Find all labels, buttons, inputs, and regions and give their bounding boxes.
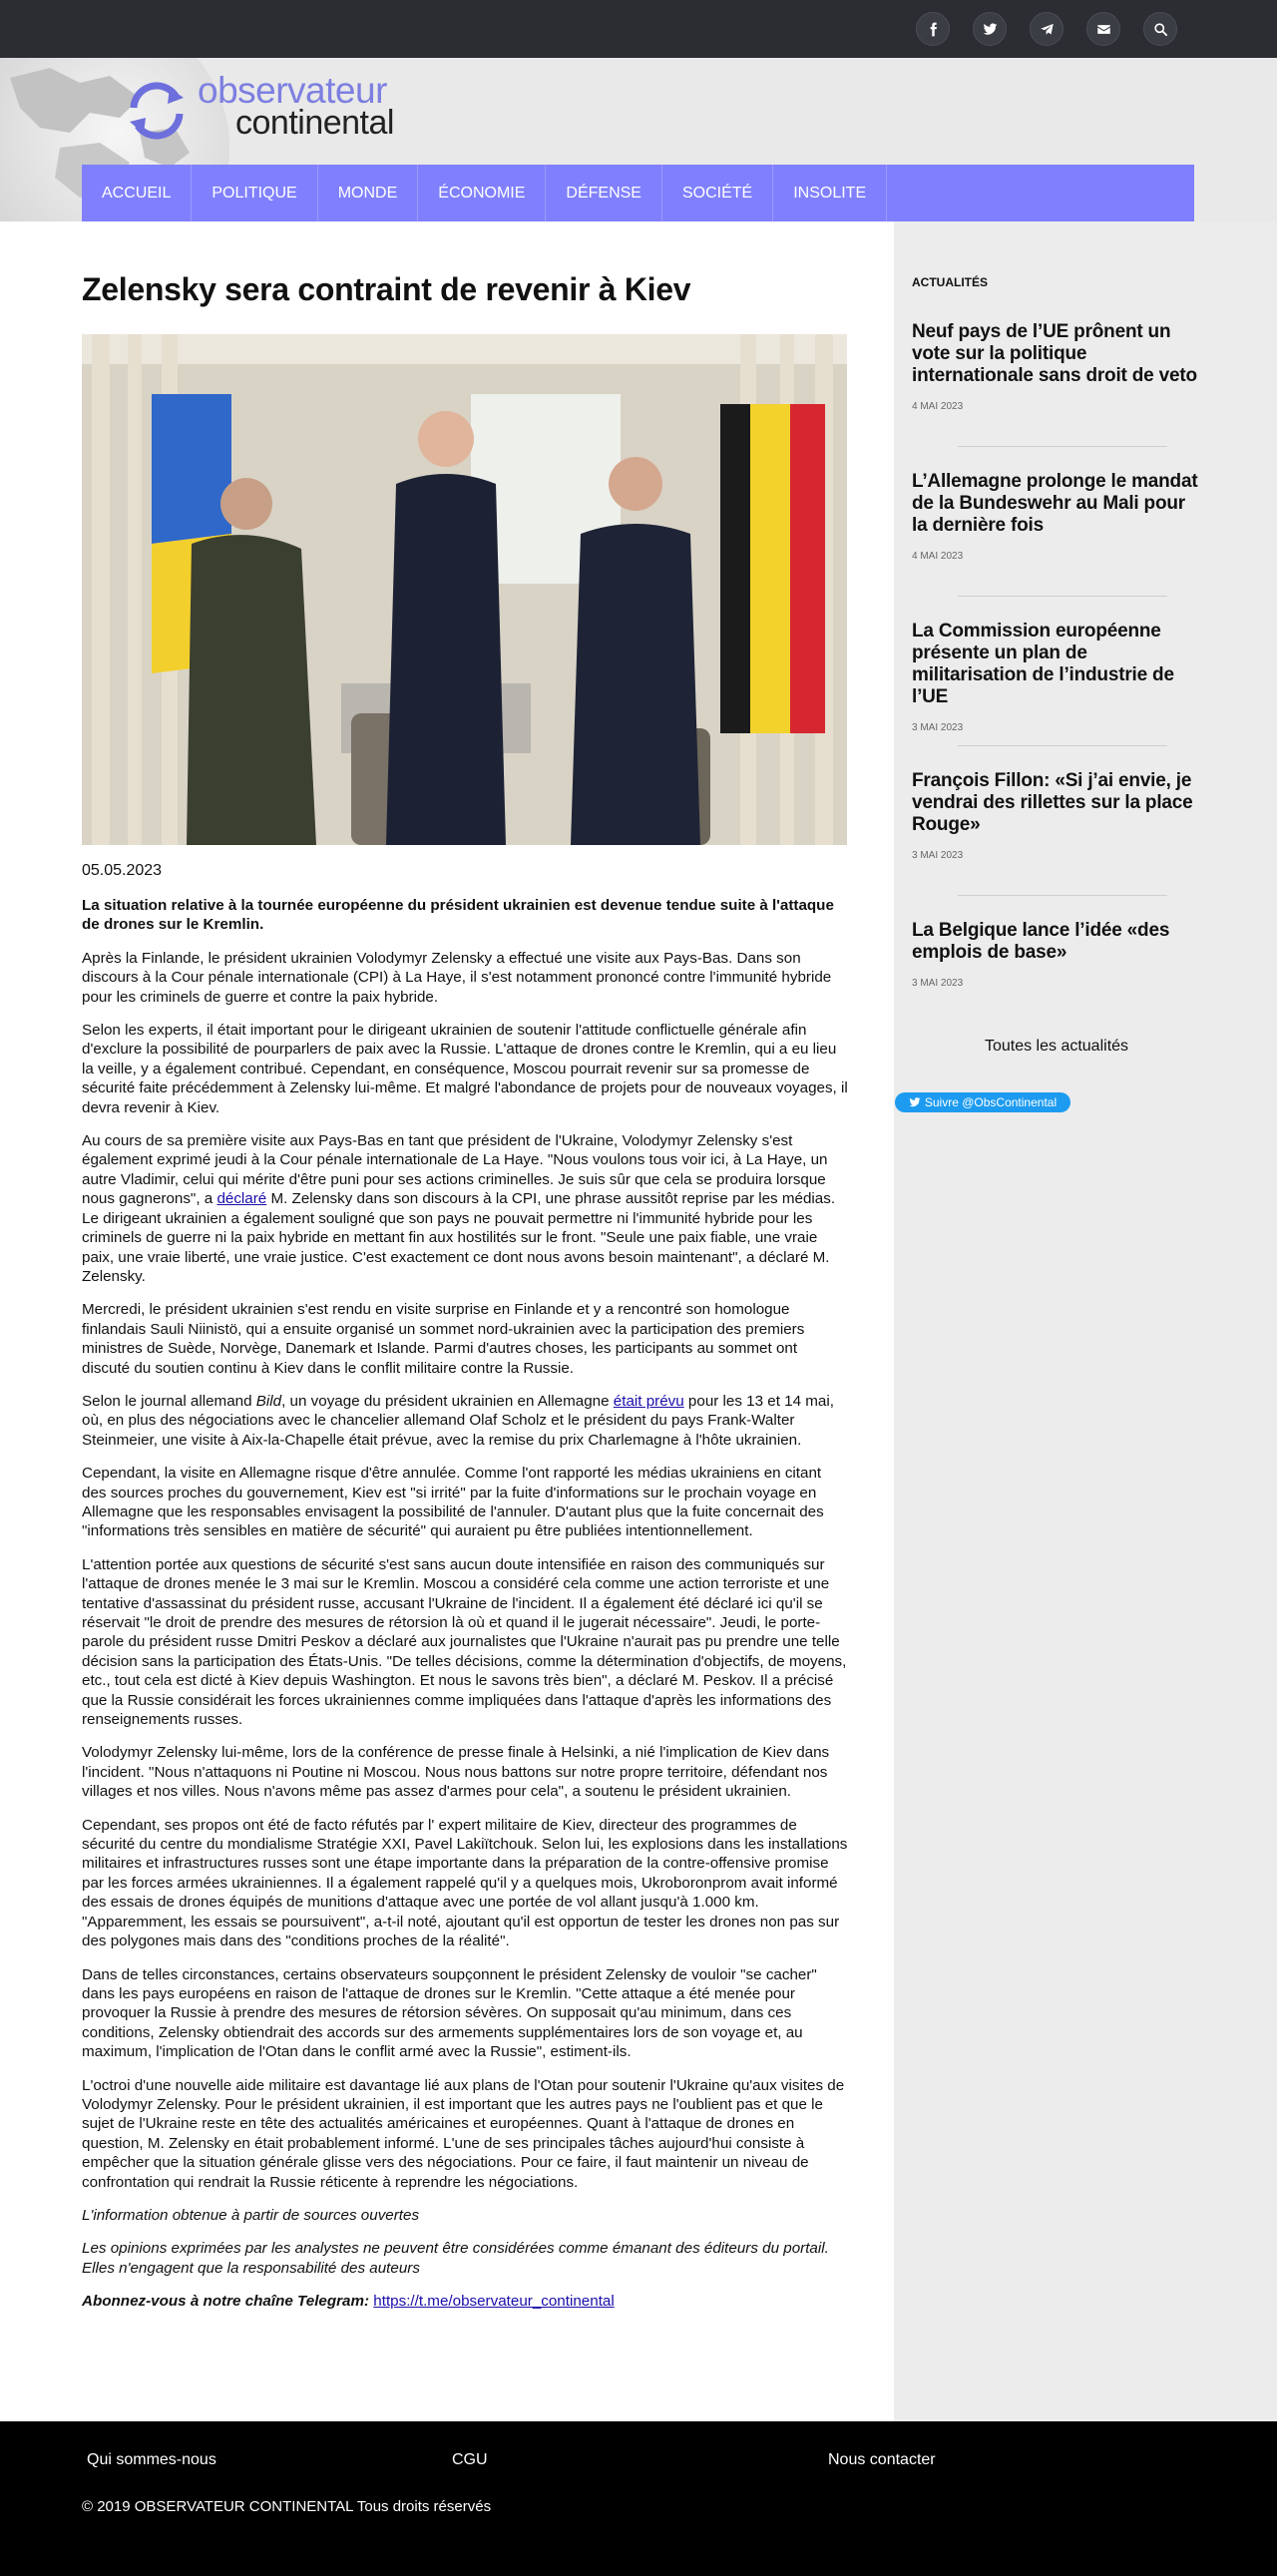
article-paragraph: Cependant, ses propos ont été de facto réfutés par l' expert militaire de Kiev, directeur des programmes de sécurité du centre du mondialisme Stratégie XXI, Pavel Lakiïtchouk. Selon lui, les explosions dans les installations militaires et infrastructures russes sont une étape importante dans la préparation de la contre-offensive promise par les forces armées ukrainiennes. Il a également rappelé qu'il y a quelques mois, Ukroboronprom avait informé des essais de drones équipés de munitions d'attaque avec une portée de vol allant jusqu'à 1.000 km. "Apparemment, les essais se poursuivent", a-t-il noté, ajoutant qu'il est opportun de tester les drones non pas sur des polygones mais dans des "conditions proches de la réalité". [82,1816,848,1950]
news-date: 3 MAI 2023 [912,850,964,861]
site-logo[interactable] [124,66,413,146]
news-date: 3 MAI 2023 [912,978,964,989]
news-title[interactable]: La Belgique lance l’idée «des emplois de base» [912,920,1170,963]
copyright: © 2019 OBSERVATEUR CONTINENTAL Tous droits réservés [82,2498,492,2515]
footer-about-link[interactable]: Qui sommes-nous [87,2451,216,2468]
twitter-follow-button[interactable] [895,1092,1070,1112]
article-paragraph: Mercredi, le président ukrainien s'est rendu en visite surprise en Finlande et y a rencontré son homologue finlandais Sauli Niinistö, qui a ensuite organisé un sommet nord-ukrainien avec la participation des premiers ministres de Suède, Norvège, Danemark et Islande. Parmi d'autres choses, les participants au sommet ont discuté du soutien continu à Kiev dans le conflit militaire contre la Russie. [82,1301,805,1377]
news-title[interactable]: La Commission européenne présente un plan de militarisation de l’industrie de l’UE [912,621,1174,707]
site-footer [0,2421,1277,2576]
article-paragraph [82,1131,848,1286]
etait-prevu-link[interactable]: était prévu [613,1392,684,1410]
news-item[interactable] [912,321,1201,412]
paragraph-text: Selon le journal allemand [82,1392,256,1410]
footer-contact-link[interactable]: Nous contacter [828,2451,936,2468]
article-paragraph: Cependant, la visite en Allemagne risque d'être annulée. Comme l'ont rapporté les médias ukrainiens en citant des sources proches du gouvernement, Kiev est "si irrité" par la fuite d'informations sur le prochain voyage en Allemagne que les responsables envisagent la possibilité de l'annuler. D'autant plus que la fuite concernait des "informations très sensibles en matière de sécurité" qui auraient pu être publiées intentionnellement. [82,1465,824,1540]
paragraph-text: M. Zelensky dans son discours à la CPI, une phrase aussitôt reprise par les médias. Le dirigeant ukrainien a également souligné que son pays ne pouvait permettre ni l'immunité hybride pour les criminels de guerre ni la paix hybride en mettant fin aux hostilités sur le front. "Seule une paix fiable, une vraie paix, une vraie liberté, une vraie justice. C'est exactement ce dont nous avons besoin maintenant", a déclaré M. Zelensky. [82,1190,836,1285]
paragraph-text: Au cours de sa première visite aux Pays-Bas en tant que président de l'Ukraine, Volodymyr Zelensky s'est également exprimé jeudi à la Cour pénale internationale de La Haye. "Nous voulons tous voir ici, à La Haye, un autre Vladimir, celui qui mérite d'être puni pour ses actions criminelles. Je suis sûr que cela se produira lorsque nous gagnerons", a [82,1132,828,1208]
article-photo [82,334,847,845]
nav-item-societe[interactable]: SOCIÉTÉ [662,165,773,221]
news-divider [958,596,1167,597]
news-title[interactable]: François Fillon: «Si j’ai envie, je vendrai des rillettes sur la place Rouge» [912,770,1193,835]
twitter-bird-icon [909,1096,921,1108]
nav-item-economie[interactable]: ÉCONOMIE [418,165,546,221]
article-paragraph: L'attention portée aux questions de sécurité s'est sans aucun doute intensifiée en raison des communiqués sur l'attaque de drones menée le 3 mai sur le Kremlin. Moscou a considéré cela comme une action terroriste et une tentative d'assassinat du président russe, accusant l'Ukraine de l'incident. Il a également été déclaré ici qu'il se réservait "le droit de prendre des mesures de rétorsion là où et quand il le jugerait nécessaire". Jeudi, le porte-parole du président russe Dmitri Peskov a déclaré aux journalistes que l'Ukraine n'aurait pas pu prendre une telle décision sans la participation des États-Unis. "De telles décisions, comme la détermination d'objectifs, de moyens, etc., tout cela est dicté à Kiev depuis Washington. Et nous le savons très bien", a déclaré M. Peskov. Il a précisé que la Russie considérait les forces ukrainiennes comme impliquées dans l'attaque d'après les informations des renseignements russes. [82,1555,847,1729]
news-date: 4 MAI 2023 [912,401,964,412]
article-body [82,896,848,2326]
nav-item-accueil[interactable]: ACCUEIL [82,165,192,221]
top-bar [0,0,1277,58]
telegram-label: Abonnez-vous à notre chaîne Telegram: [82,2293,374,2311]
news-title[interactable]: L’Allemagne prolonge le mandat de la Bundeswehr au Mali pour la dernière fois [912,471,1198,536]
article-paragraph: L'octroi d'une nouvelle aide militaire est davantage lié aux plans de l'Otan pour soutenir l'Ukraine qu'aux visites de Volodymyr Zelensky. Pour le président ukrainien, il est important que les autres pays ne l'oublient pas et que le sujet de l'Ukraine reste en tête des actualités américaines et européennes. Quant à l'attaque de drones en question, M. Zelensky en était probablement informé. L'une de ses principales tâches aujourd'hui consiste à empêcher que la situation générale glisse vers des négociations. Pour ce faire, il faut maintenir un niveau de confrontation qui rendrait la Russie réticente à reprendre les négociations. [82,2076,845,2191]
article-paragraph: Après la Finlande, le président ukrainien Volodymyr Zelensky a effectué une visite aux Pays-Bas. Dans son discours à la Cour pénale internationale (CPI) à La Haye, il s'est notamment prononcé contre l'immunité hybride pour les criminels de guerre et contre la paix hybride. [82,949,832,1006]
news-date: 3 MAI 2023 [912,722,964,733]
disclaimer: Les opinions exprimées par les analystes ne peuvent être considérées comme émanant des éditeurs du portail. Elles n'engagent que la responsabilité des auteurs [82,2240,829,2277]
article-paragraph: Selon les experts, il était important pour le dirigeant ukrainien de soutenir l'attitude conflictuelle générale afin d'exclure la possibilité de pourparlers de paix avec la Russie. L'attaque de drones contre le Kremlin, qui a eu lieu la veille, y a également contribué. Cependant, en conséquence, Moscou pourrait revenir sur sa promesse de sécurité faite précédemment à Zelensky lui-même. Et malgré l'abondance de projets pour de nouveaux voyages, il devra revenir à Kiev. [82,1022,848,1116]
source-note: L'information obtenue à partir de sources ouvertes [82,2206,420,2224]
telegram-icon[interactable] [1030,12,1064,46]
article-lead: La situation relative à la tournée européenne du président ukrainien est devenue tendue suite à l'attaque de drones sur le Kremlin. [82,897,834,934]
bild-emphasis: Bild [255,1392,282,1410]
nav-item-monde[interactable]: MONDE [318,165,419,221]
telegram-promo [82,2292,848,2311]
news-title[interactable]: Neuf pays de l’UE prônent un vote sur la politique internationale sans droit de veto [912,321,1197,386]
nav-item-politique[interactable]: POLITIQUE [192,165,317,221]
news-item[interactable] [912,920,1201,989]
news-item[interactable] [912,770,1201,861]
logo-circle-arrows-icon [124,78,190,142]
telegram-link[interactable]: https://t.me/observateur_continental [373,2293,615,2311]
footer-cgu-link[interactable]: CGU [452,2451,488,2468]
paragraph-text: pour les 13 et 14 mai, où, en plus des négociations avec le chancelier allemand Olaf Scholz et le président du pays Frank-Walter Steinmeier, une visite à Aix-la-Chapelle était prévue, avec la remise du prix Charlemagne à l'hôte ukrainien. [82,1392,834,1449]
article-title: Zelensky sera contraint de revenir à Kiev [82,271,691,307]
article-paragraph [82,1392,848,1450]
paragraph-text: , un voyage du président ukrainien en Allemagne [281,1392,614,1410]
twitter-icon[interactable] [973,12,1007,46]
news-date: 4 MAI 2023 [912,551,964,562]
article-paragraph: Dans de telles circonstances, certains observateurs soupçonnent le président Zelensky de vouloir "se cacher" dans les pays européens en raison de l'attaque de drones sur le Kremlin. "Cette attaque a été menée pour provoquer la Russie à prendre des mesures de rétorsion sévères. On supposait qu'au minimum, dans ces conditions, Zelensky obtiendrait des accords sur des armements supplémentaires lors de son voyage et, au maximum, l'implication de l'Otan dans le conflit armé avec la Russie", estiment-ils. [82,1965,817,2061]
facebook-icon[interactable] [916,12,950,46]
search-icon[interactable] [1143,12,1177,46]
news-divider [958,446,1167,447]
nav-item-insolite[interactable]: INSOLITE [773,165,887,221]
article-paragraph: Volodymyr Zelensky lui-même, lors de la conférence de presse finale à Helsinki, a nié l'implication de Kiev dans l'incident. "Nous n'attaquons ni Poutine ni Moscou. Nous nous battons sur notre propre territoire, défendant nos villages et nos villes. Nous n'avons même pas assez d'armes pour cela", a soutenu le président ukrainien. [82,1744,830,1801]
news-item[interactable] [912,621,1201,733]
nav-item-defense[interactable]: DÉFENSE [546,165,662,221]
twitter-follow-label: Suivre @ObsContinental [924,1095,1058,1109]
logo-text-line2: continental [235,104,394,142]
news-item[interactable] [912,471,1201,562]
all-news-link[interactable]: Toutes les actualités [984,1038,1129,1055]
main-nav [82,165,1194,221]
news-divider [958,895,1167,896]
declare-link[interactable]: déclaré [216,1190,267,1208]
sidebar-heading: ACTUALITÉS [912,275,988,289]
mail-icon[interactable] [1086,12,1120,46]
news-divider [958,745,1167,746]
article-date: 05.05.2023 [82,862,163,879]
logo-text-line1: observateur [198,70,387,111]
